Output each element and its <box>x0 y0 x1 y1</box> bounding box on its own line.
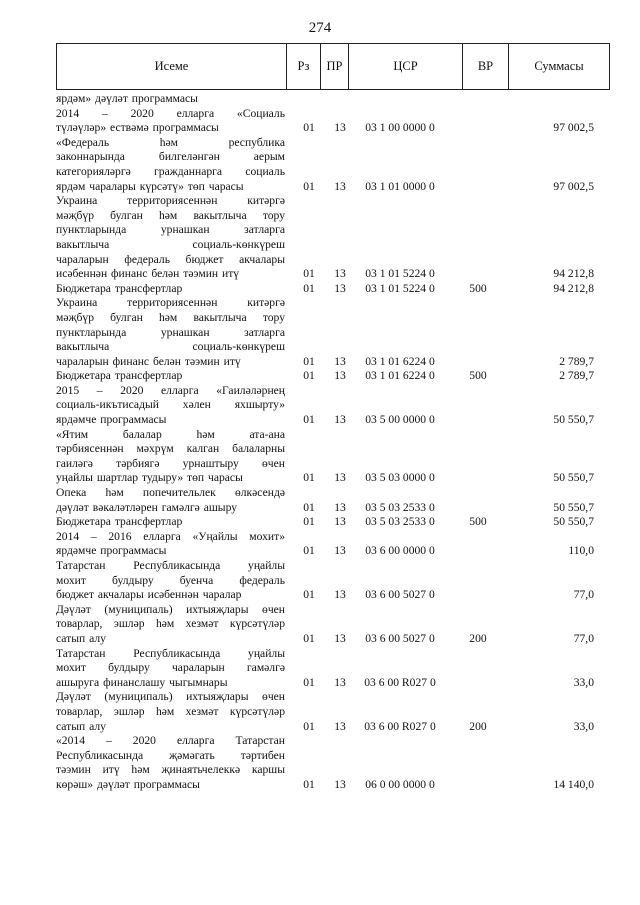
row-sum: 14 140,0 <box>553 777 594 791</box>
row-pr: 13 <box>334 675 346 689</box>
row-name <box>56 559 285 603</box>
row-csr: 03 5 03 2533 0 <box>365 500 435 514</box>
row-name-line: сатып алу <box>56 631 106 645</box>
row-rz: 01 <box>303 354 315 368</box>
row-name-line: Дәүләт (муниципаль) ихтыяҗлары өчен <box>56 690 285 704</box>
table-row <box>56 136 616 194</box>
row-pr: 13 <box>334 588 346 602</box>
row-name <box>56 530 285 559</box>
row-rz: 01 <box>303 515 315 529</box>
table-row <box>56 107 616 136</box>
row-name-line: дәүләт вәкаләтләрен гамәлгә ашыру <box>56 500 238 514</box>
row-csr: 03 6 00 0000 0 <box>365 544 435 558</box>
row-name-line: мәҗбүр булган һәм вакытлыча тору <box>56 310 285 324</box>
table-row <box>56 690 616 734</box>
row-sum: 50 550,7 <box>553 500 594 514</box>
row-pr: 13 <box>334 515 346 529</box>
table-row <box>56 530 616 559</box>
row-name <box>56 647 285 691</box>
column-header-pr: ПР <box>321 44 349 90</box>
column-header-csr: ЦСР <box>349 44 463 90</box>
row-csr: 03 1 01 6224 0 <box>365 354 435 368</box>
budget-table-body <box>56 92 616 793</box>
row-csr: 03 5 03 2533 0 <box>365 515 435 529</box>
row-sum: 2 789,7 <box>559 354 594 368</box>
row-rz: 01 <box>303 675 315 689</box>
row-name-line: тәэмин итү һәм җинаятьчелеккә каршы <box>56 763 285 777</box>
table-row <box>56 486 616 515</box>
row-sum: 77,0 <box>573 631 594 645</box>
page-number: 274 <box>308 20 332 36</box>
row-pr: 13 <box>334 281 346 295</box>
row-name-line: Украина территориясеннән китәргә <box>56 296 285 310</box>
row-rz: 01 <box>303 369 315 383</box>
column-header-vr: ВР <box>463 44 509 90</box>
row-csr: 03 6 00 R027 0 <box>364 675 436 689</box>
row-pr: 13 <box>334 413 346 427</box>
row-vr: 500 <box>469 369 487 383</box>
row-name-line: вакытлыча социаль-көнкүреш <box>56 237 285 251</box>
row-name <box>56 734 285 792</box>
row-rz: 01 <box>303 588 315 602</box>
row-pr: 13 <box>334 471 346 485</box>
table-row <box>56 647 616 691</box>
row-name-line: «Ятим балалар һәм ата-ана <box>56 427 285 441</box>
row-name-line: «Федераль һәм республика <box>56 135 285 149</box>
row-sum: 110,0 <box>568 544 594 558</box>
row-name-line: мохит булдыру буенча федераль <box>56 573 285 587</box>
row-csr: 03 6 00 R027 0 <box>364 719 436 733</box>
table-row <box>56 296 616 369</box>
row-name-line: мәҗбүр булган һәм вакытлыча тору <box>56 208 285 222</box>
row-name <box>56 92 285 107</box>
row-sum: 50 550,7 <box>553 413 594 427</box>
row-name-line: ярдәмче программасы <box>56 413 167 427</box>
row-rz: 01 <box>303 267 315 281</box>
row-sum: 2 789,7 <box>559 369 594 383</box>
row-csr: 06 0 00 0000 0 <box>365 777 435 791</box>
row-name-line: вакытлыча социаль-көнкүреш <box>56 340 285 354</box>
table-header <box>56 43 610 90</box>
row-rz: 01 <box>303 471 315 485</box>
row-rz: 01 <box>303 500 315 514</box>
row-csr: 03 1 00 0000 0 <box>365 121 435 135</box>
row-name <box>56 107 285 136</box>
row-rz: 01 <box>303 281 315 295</box>
row-sum: 97 002,5 <box>553 179 594 193</box>
row-name-line: чараларын федераль бюджет акчалары <box>56 252 285 266</box>
row-name-line: Бюджетара трансфертлар <box>56 281 183 295</box>
row-sum: 77,0 <box>573 588 594 602</box>
row-name <box>56 428 285 486</box>
row-rz: 01 <box>303 631 315 645</box>
row-sum: 50 550,7 <box>553 471 594 485</box>
row-name-line: Бюджетара трансфертлар <box>56 515 183 529</box>
row-sum: 97 002,5 <box>553 121 594 135</box>
row-name-line: 2014 – 2020 елларга «Социаль <box>56 106 285 120</box>
table-row <box>56 194 616 282</box>
row-name <box>56 194 285 282</box>
row-name-line: «2014 – 2020 елларга Татарстан <box>56 734 285 748</box>
row-vr: 500 <box>469 281 487 295</box>
row-name-line: уңайлы шартлар тудыру» төп чарасы <box>56 471 243 485</box>
row-pr: 13 <box>334 121 346 135</box>
row-vr: 500 <box>469 515 487 529</box>
row-csr: 03 1 01 5224 0 <box>365 267 435 281</box>
row-name-line: түләүләр» ествәмә программасы <box>56 121 219 135</box>
table-row <box>56 282 616 297</box>
table-row <box>56 384 616 428</box>
row-pr: 13 <box>334 719 346 733</box>
row-name-line: мохит булдыру чараларын гамәлгә <box>56 661 285 675</box>
row-rz: 01 <box>303 544 315 558</box>
row-sum: 50 550,7 <box>553 515 594 529</box>
row-csr: 03 1 01 0000 0 <box>365 179 435 193</box>
row-rz: 01 <box>303 121 315 135</box>
row-sum: 94 212,8 <box>553 281 594 295</box>
row-sum: 94 212,8 <box>553 267 594 281</box>
row-pr: 13 <box>334 631 346 645</box>
row-name-line: Республикасында җәмәгать тәртибен <box>56 748 285 762</box>
row-name-line: законнарында билгеләнгән аерым <box>56 150 285 164</box>
row-name <box>56 486 285 515</box>
row-pr: 13 <box>334 179 346 193</box>
row-name <box>56 282 285 297</box>
table-row <box>56 559 616 603</box>
row-name-line: категорияләргә гражданнарга социаль <box>56 164 285 178</box>
row-csr: 03 1 01 5224 0 <box>365 281 435 295</box>
row-rz: 01 <box>303 719 315 733</box>
row-name <box>56 384 285 428</box>
row-name-line: социаль-икътисадый хәлен яхшырту» <box>56 398 285 412</box>
row-name-line: пунктларында урнашкан затларга <box>56 325 285 339</box>
row-name-line: исәбеннән финанс белән тәэмин итү <box>56 267 240 281</box>
row-sum: 33,0 <box>573 675 594 689</box>
row-name-line: ярдәмче программасы <box>56 544 167 558</box>
row-pr: 13 <box>334 500 346 514</box>
table-row <box>56 603 616 647</box>
table-row <box>56 515 616 530</box>
row-rz: 01 <box>303 413 315 427</box>
row-rz: 01 <box>303 777 315 791</box>
row-name <box>56 136 285 194</box>
row-name-line: Татарстан Республикасында уңайлы <box>56 646 285 660</box>
row-name-line: товарлар, эшләр һәм хезмәт күрсәтүләр <box>56 704 285 718</box>
row-name <box>56 690 285 734</box>
row-name-line: ашыруга финанслашу чыгымнары <box>56 675 228 689</box>
row-csr: 03 5 03 0000 0 <box>365 471 435 485</box>
row-name <box>56 369 285 384</box>
row-pr: 13 <box>334 544 346 558</box>
row-name-line: сатып алу <box>56 719 106 733</box>
row-name-line: 2014 – 2016 елларга «Уңайлы мохит» <box>56 529 285 543</box>
row-name-line: Украина территориясеннән китәргә <box>56 194 285 208</box>
row-name <box>56 515 285 530</box>
row-name-line: гаиләгә тәрбиягә урнаштыру өчен <box>56 456 285 470</box>
row-name-line: 2015 – 2020 елларга «Гаиләләрнең <box>56 383 285 397</box>
row-vr: 200 <box>469 631 487 645</box>
row-name-line: ярдәм» дәүләт программасы <box>56 92 198 105</box>
row-name-line: Дәүләт (муниципаль) ихтыяҗлары өчен <box>56 602 285 616</box>
row-pr: 13 <box>334 777 346 791</box>
row-name <box>56 603 285 647</box>
row-name-line: бюджет акчалары исәбеннән чаралар <box>56 588 242 602</box>
table-row <box>56 369 616 384</box>
row-vr: 200 <box>469 719 487 733</box>
row-name-line: Бюджетара трансфертлар <box>56 369 183 383</box>
row-name-line: көрәш» дәүләт программасы <box>56 777 200 791</box>
row-name-line: пунктларында урнашкан затларга <box>56 223 285 237</box>
row-csr: 03 1 01 6224 0 <box>365 369 435 383</box>
row-pr: 13 <box>334 369 346 383</box>
row-csr: 03 6 00 5027 0 <box>365 631 435 645</box>
row-pr: 13 <box>334 354 346 368</box>
table-row <box>56 428 616 486</box>
row-name-line: товарлар, эшләр һәм хезмәт күрсәтүләр <box>56 617 285 631</box>
row-csr: 03 6 00 5027 0 <box>365 588 435 602</box>
row-pr: 13 <box>334 267 346 281</box>
row-sum: 33,0 <box>573 719 594 733</box>
column-header-rz: Рз <box>287 44 321 90</box>
row-name-line: чараларын финанс белән тәэмин итү <box>56 354 241 368</box>
row-name-line: тәрбиясеннән мәхрүм калган балаларны <box>56 442 285 456</box>
row-name-line: Татарстан Республикасында уңайлы <box>56 559 285 572</box>
table-row <box>56 734 616 792</box>
row-rz: 01 <box>303 179 315 193</box>
row-name-line: ярдәм чаралары күрсәтү» төп чарасы <box>56 179 244 193</box>
table-row <box>56 92 616 107</box>
row-csr: 03 5 00 0000 0 <box>365 413 435 427</box>
row-name-line: Опека һәм попечительлек өлкәсендә <box>56 486 285 500</box>
row-name <box>56 296 285 369</box>
column-header-sum: Суммасы <box>509 44 610 90</box>
column-header-name: Исеме <box>57 44 287 90</box>
